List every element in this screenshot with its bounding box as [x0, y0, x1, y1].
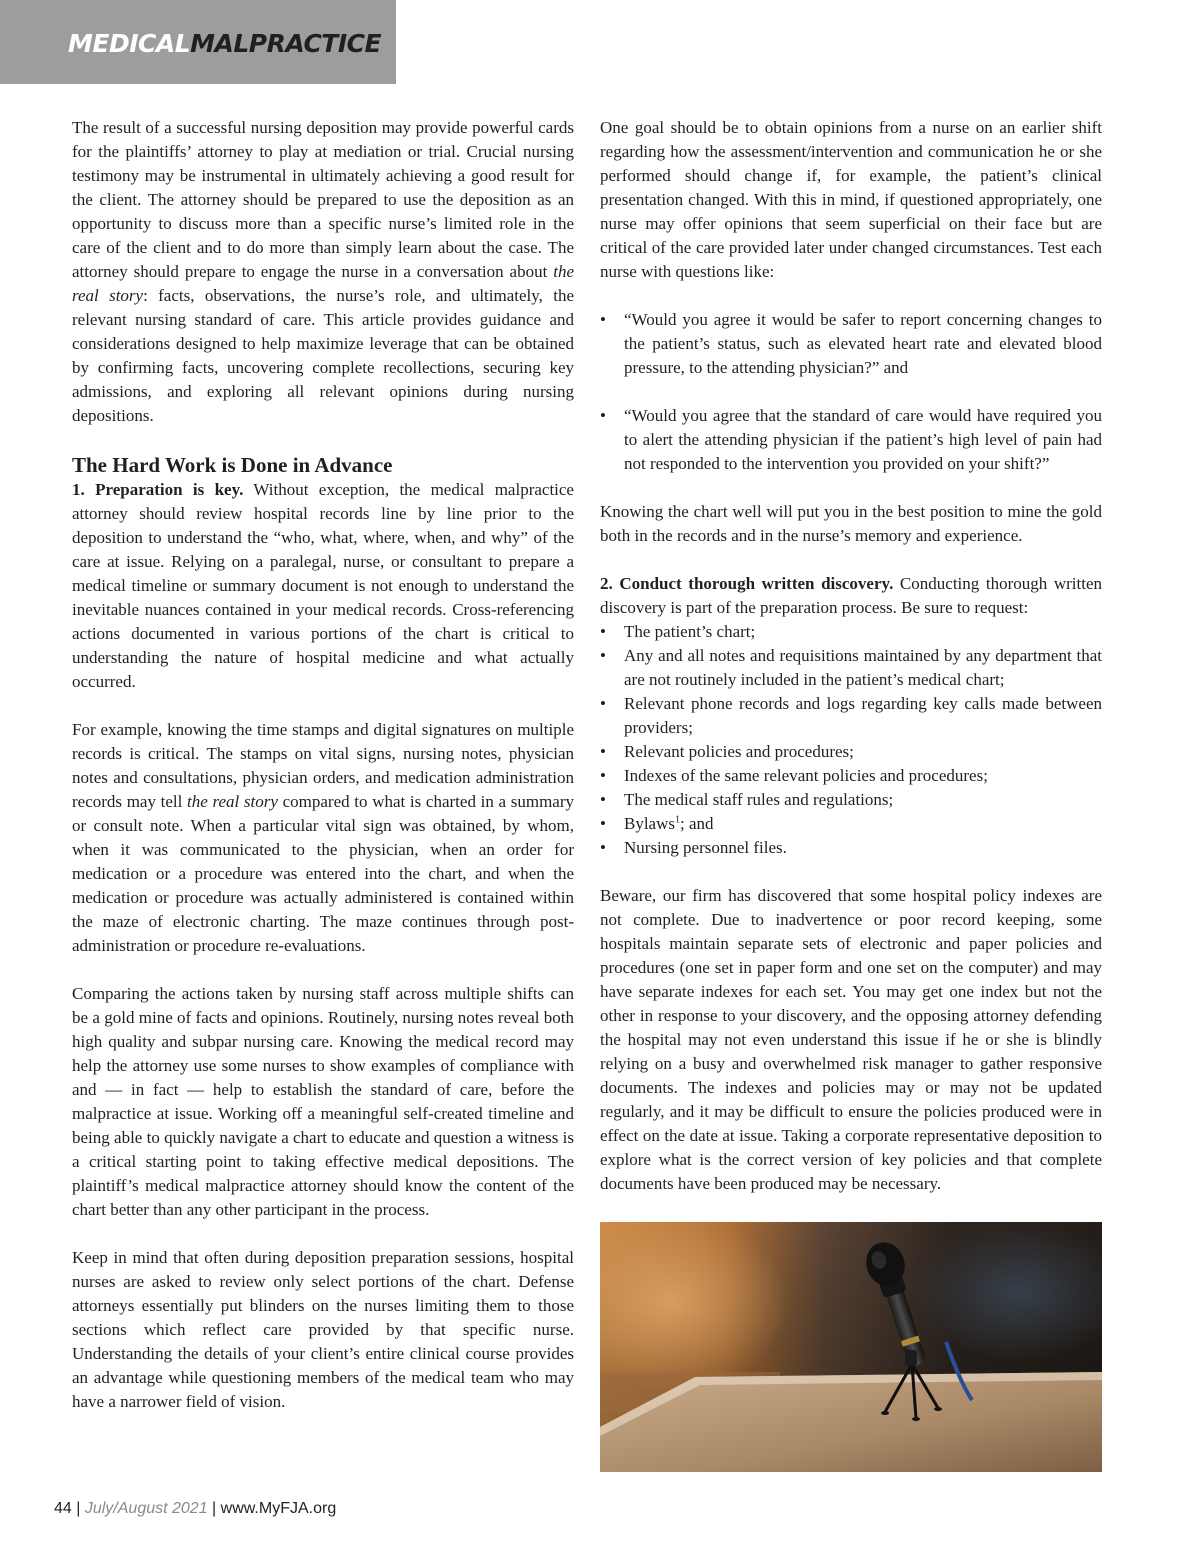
request-item: • Indexes of the same relevant policies and procedures; [600, 764, 1102, 788]
footer-separator: | [207, 1500, 221, 1517]
request-item: • Relevant phone records and logs regarding key calls made between providers; [600, 692, 1102, 740]
section-heading: The Hard Work is Done in Advance [72, 453, 393, 477]
microphone-illustration [600, 1222, 1102, 1472]
question-item: • “Would you agree that the standard of care would have required you to alert the attending physician if the patient’s high level of pain had not responded to the intervention you provided on your shift?” [600, 404, 1102, 476]
issue-date: July/August 2021 [84, 1500, 208, 1517]
intro-text-part1: The result of a successful nursing deposition may provide powerful cards for the plaintiffs’ attorney to play at mediation or trial. Crucial nursing testimony may be instrumental in ultimately achieving a good result for the client. The attorney should be prepared to use the deposition as an opportunity to discuss more than a specific nurse’s limited role in the care of the client and to do more than simply learn about the case. The attorney should prepare to engage the nurse in a conversation about [72, 118, 574, 281]
discovery-lead: 2. Conduct thorough written discovery. [600, 574, 894, 593]
example-text-part1: For example, knowing the time stamps and digital signatures on multiple records is critical. The stamps on vital signs, nursing notes, physician notes and consultations, physician orders, and medication administration records may tell [72, 720, 574, 811]
request-item-bylaws [600, 812, 1102, 836]
right-column [600, 116, 1102, 1220]
example-text-part2: compared to what is charted in a summary or consult note. When a particular vital sign was obtained, by whom, when it was communicated to the physician, when an order for medication or a procedure was entered into the chart, and when the medication or procedure was actually administered is contained within the maze of electronic charting. The maze continues through post-administration or procedure re-evaluations. [72, 792, 575, 955]
example-paragraph [72, 718, 574, 958]
request-item: • Any and all notes and requisitions maintained by any department that are not routinely included in the patient’s medical chart; [600, 644, 1102, 692]
question-list [600, 308, 1102, 476]
footnote-marker: 1 [675, 814, 680, 826]
discovery-paragraph [600, 572, 1102, 620]
section-title-word-malpractice: MALPRACTICE [190, 29, 382, 58]
bylaws-rest: ; and [680, 814, 714, 833]
intro-paragraph [72, 116, 574, 428]
bylaws-word: Bylaws [624, 814, 675, 833]
page-number: 44 [54, 1500, 72, 1517]
goal-paragraph: One goal should be to obtain opinions from a nurse on an earlier shift regarding how the assessment/intervention and communication he or she performed should change if, for example, the patient’s clinical presentation changed. With this in mind, if questioned appropriately, one nurse may offer opinions that seem superficial on their face but are critical of the care provided later under changed circumstances. Test each nurse with questions like: [600, 118, 1102, 281]
request-item: • Nursing personnel files. [600, 836, 1102, 860]
intro-emphasis: the real story [72, 262, 574, 305]
left-column [72, 116, 574, 1438]
request-list [600, 620, 1102, 860]
preparation-paragraph [72, 478, 574, 694]
request-item: • Relevant policies and procedures; [600, 740, 1102, 764]
preparation-text: Without exception, the medical malpractice attorney should review hospital records line by line prior to the deposition to understand the “who, what, where, when, and why” of the care at issue. Relying on a paralegal, nurse, or consultant to prepare a medical timeline or summary document is not enough to understand the inevitable nuances contained in your medical records. Cross-referencing actions documented in various portions of the chart is critical to understanding the nature of hospital medicine and what actually occurred. [72, 480, 574, 691]
section-title [68, 29, 381, 58]
intro-text-part2: : facts, observations, the nurse’s role, and ultimately, the relevant nursing standard of care. This article provides guidance and considerations designed to help maximize leverage that can be obtained by confirming facts, uncovering complete recollections, securing key admissions, and exploring all relevant opinions during nursing depositions. [72, 286, 574, 425]
preparation-lead: 1. Preparation is key. [72, 480, 244, 499]
discovery-text: Conducting thorough written discovery is part of the preparation process. Be sure to request: [600, 574, 1102, 617]
footer-separator: | [71, 1500, 85, 1517]
section-title-word-medical: MEDICAL [68, 29, 191, 58]
knowing-paragraph: Knowing the chart well will put you in the best position to mine the gold both in the records and in the nurse’s memory and experience. [600, 502, 1102, 545]
keep-in-mind-paragraph: Keep in mind that often during deposition preparation sessions, hospital nurses are asked to review only select portions of the chart. Defense attorneys essentially put blinders on the nurses limiting them to those sections which reflect care provided by that specific nurse. Understanding the details of your client’s entire clinical course provides an advantage while questioning members of the medical team who may have a narrower field of vision. [72, 1248, 574, 1411]
example-emphasis: the real story [187, 792, 278, 811]
beware-paragraph: Beware, our firm has discovered that some hospital policy indexes are not complete. Due to inadvertence or poor record keeping, some hospitals maintain separate sets of electronic and paper policies and procedures (one set in paper form and one set on the computer) and may have separate indexes for each set. You may get one index but not the other in response to your discovery, and the opposing attorney defending the hospital may not even understand this issue if he or she is blindly relying on a busy and overwhelmed risk manager to gather responsive documents. The indexes and policies may or may not be updated regularly, and it may be difficult to ensure the policies produced were in effect on the date at issue. Taking a corporate representative deposition to explore what is the correct version of key policies and that complete documents have been produced may be necessary. [600, 886, 1102, 1193]
microphone-photo [600, 1222, 1102, 1472]
comparing-paragraph: Comparing the actions taken by nursing staff across multiple shifts can be a gold mine of facts and opinions. Routinely, nursing notes reveal both high quality and subpar nursing care. Knowing the medical record may help the attorney use some nurses to show examples of compliance with and — in fact — help to establish the standard of care, before the malpractice at issue. Working off a meaningful self-created timeline and being able to quickly navigate a chart to educate and question a witness is a critical starting point to taking effective medical depositions. The plaintiff’s medical malpractice attorney should know the content of the chart better than any other participant in the process. [72, 984, 574, 1219]
page-footer [54, 1500, 336, 1518]
request-item: • The patient’s chart; [600, 620, 1102, 644]
website-link[interactable]: www.MyFJA.org [220, 1500, 337, 1517]
question-item: • “Would you agree it would be safer to report concerning changes to the patient’s status, such as elevated heart rate and elevated blood pressure, to the attending physician?” and [600, 308, 1102, 380]
request-item: • The medical staff rules and regulations; [600, 788, 1102, 812]
